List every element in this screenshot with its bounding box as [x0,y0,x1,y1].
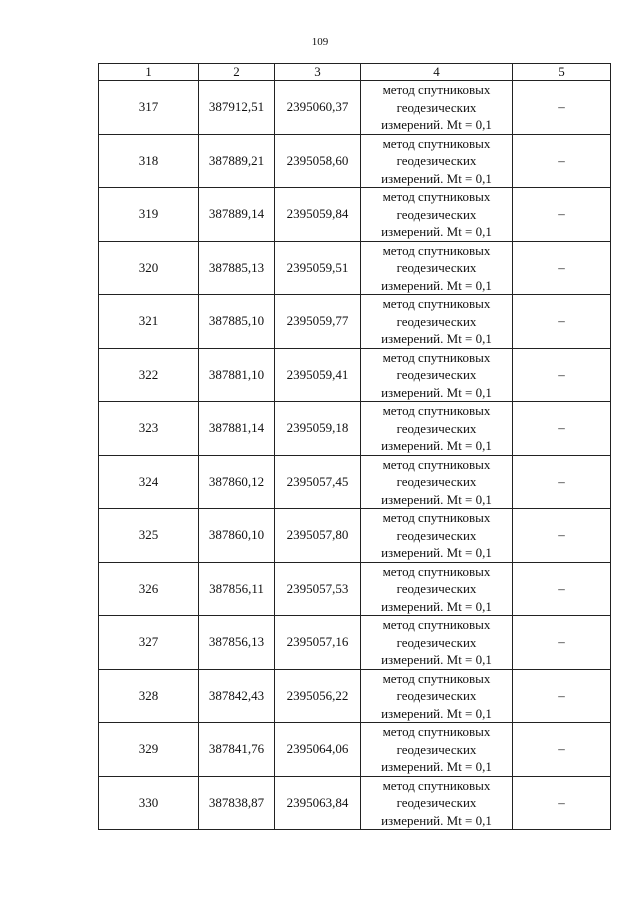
method-line: измерений. Mt = 0,1 [381,705,492,721]
x-coordinate: 387881,10 [199,348,275,402]
method-description [361,776,513,830]
method-line: метод спутниковых [382,242,491,258]
table-row [99,348,611,402]
method-description [361,616,513,670]
note: – [513,241,611,295]
method-description [361,295,513,349]
y-coordinate: 2395059,84 [275,188,361,242]
note: – [513,348,611,402]
method-line: измерений. Mt = 0,1 [381,224,492,239]
note: – [513,669,611,723]
y-coordinate: 2395056,22 [275,669,361,723]
x-coordinate: 387912,51 [199,81,275,135]
method-line: метод спутниковых [382,670,491,686]
method-line: измерений. Mt = 0,1 [381,170,492,186]
column-header-1: 1 [99,64,199,81]
x-coordinate: 387885,13 [199,241,275,295]
method-line: метод спутниковых [382,349,491,365]
point-number: 329 [99,723,199,777]
table-row [99,134,611,188]
method-line: метод спутниковых [382,724,491,739]
table-row [99,188,611,242]
point-number: 330 [99,776,199,830]
method-line: метод спутниковых [382,403,491,418]
note: – [513,188,611,242]
method-line: измерений. Mt = 0,1 [381,277,492,293]
point-number: 321 [99,295,199,349]
method-line: геодезических [396,527,477,543]
note: – [513,295,611,349]
method-line: метод спутниковых [382,456,491,472]
method-line: геодезических [396,153,477,168]
method-description [361,723,513,777]
method-description [361,188,513,242]
note: – [513,562,611,616]
table-header-row [99,64,611,81]
point-number: 328 [99,669,199,723]
y-coordinate: 2395060,37 [275,81,361,135]
method-line: геодезических [396,795,477,810]
method-line: геодезических [396,99,477,115]
column-header-5: 5 [513,64,611,81]
table-row [99,562,611,616]
method-line: измерений. Mt = 0,1 [381,759,492,774]
note: – [513,723,611,777]
y-coordinate: 2395058,60 [275,134,361,188]
table-row [99,669,611,723]
note: – [513,134,611,188]
table-row [99,616,611,670]
method-description [361,348,513,402]
note: – [513,455,611,509]
table-row [99,295,611,349]
point-number: 324 [99,455,199,509]
method-line: геодезических [396,367,477,382]
y-coordinate: 2395057,45 [275,455,361,509]
method-line: метод спутниковых [382,777,491,793]
method-line: геодезических [396,581,477,596]
point-number: 320 [99,241,199,295]
method-line: геодезических [396,634,477,650]
column-header-2: 2 [199,64,275,81]
method-line: измерений. Mt = 0,1 [381,545,492,560]
note: – [513,616,611,670]
x-coordinate: 387885,10 [199,295,275,349]
point-number: 327 [99,616,199,670]
note: – [513,81,611,135]
x-coordinate: 387841,76 [199,723,275,777]
method-line: геодезических [396,206,477,222]
table-row [99,241,611,295]
column-header-4: 4 [361,64,513,81]
point-number: 322 [99,348,199,402]
method-line: измерений. Mt = 0,1 [381,652,492,667]
x-coordinate: 387860,12 [199,455,275,509]
y-coordinate: 2395059,41 [275,348,361,402]
method-line: измерений. Mt = 0,1 [381,598,492,614]
point-number: 317 [99,81,199,135]
table-row [99,81,611,135]
method-description [361,402,513,456]
table-row [99,402,611,456]
y-coordinate: 2395059,51 [275,241,361,295]
method-description [361,455,513,509]
y-coordinate: 2395063,84 [275,776,361,830]
y-coordinate: 2395059,18 [275,402,361,456]
method-line: измерений. Mt = 0,1 [381,438,492,453]
y-coordinate: 2395057,16 [275,616,361,670]
method-description [361,509,513,563]
method-line: измерений. Mt = 0,1 [381,117,492,132]
page-number: 109 [311,36,329,48]
point-number: 323 [99,402,199,456]
table-row [99,509,611,563]
x-coordinate: 387838,87 [199,776,275,830]
y-coordinate: 2395057,80 [275,509,361,563]
method-line: измерений. Mt = 0,1 [381,491,492,507]
y-coordinate: 2395057,53 [275,562,361,616]
method-line: геодезических [396,741,477,757]
y-coordinate: 2395064,06 [275,723,361,777]
point-number: 326 [99,562,199,616]
table-row [99,455,611,509]
method-line: измерений. Mt = 0,1 [381,812,492,828]
point-number: 325 [99,509,199,563]
method-line: метод спутниковых [382,510,491,525]
note: – [513,509,611,563]
x-coordinate: 387881,14 [199,402,275,456]
method-line: геодезических [396,474,477,489]
method-description [361,81,513,135]
method-line: геодезических [396,260,477,275]
note: – [513,402,611,456]
column-header-3: 3 [275,64,361,81]
method-line: метод спутниковых [382,617,491,632]
method-line: метод спутниковых [382,189,491,204]
method-description [361,669,513,723]
table-row [99,776,611,830]
method-line: геодезических [396,420,477,436]
coordinates-table [98,63,611,830]
y-coordinate: 2395059,77 [275,295,361,349]
note: – [513,776,611,830]
method-line: геодезических [396,313,477,329]
method-line: метод спутниковых [382,135,491,151]
x-coordinate: 387860,10 [199,509,275,563]
x-coordinate: 387842,43 [199,669,275,723]
x-coordinate: 387889,14 [199,188,275,242]
table-row [99,723,611,777]
method-line: измерений. Mt = 0,1 [381,331,492,346]
method-line: метод спутниковых [382,563,491,579]
point-number: 319 [99,188,199,242]
point-number: 318 [99,134,199,188]
x-coordinate: 387856,13 [199,616,275,670]
x-coordinate: 387889,21 [199,134,275,188]
method-line: метод спутниковых [382,296,491,311]
method-description [361,241,513,295]
method-line: метод спутниковых [382,82,491,97]
method-line: геодезических [396,688,477,703]
method-description [361,134,513,188]
method-description [361,562,513,616]
method-line: измерений. Mt = 0,1 [381,384,492,400]
x-coordinate: 387856,11 [199,562,275,616]
